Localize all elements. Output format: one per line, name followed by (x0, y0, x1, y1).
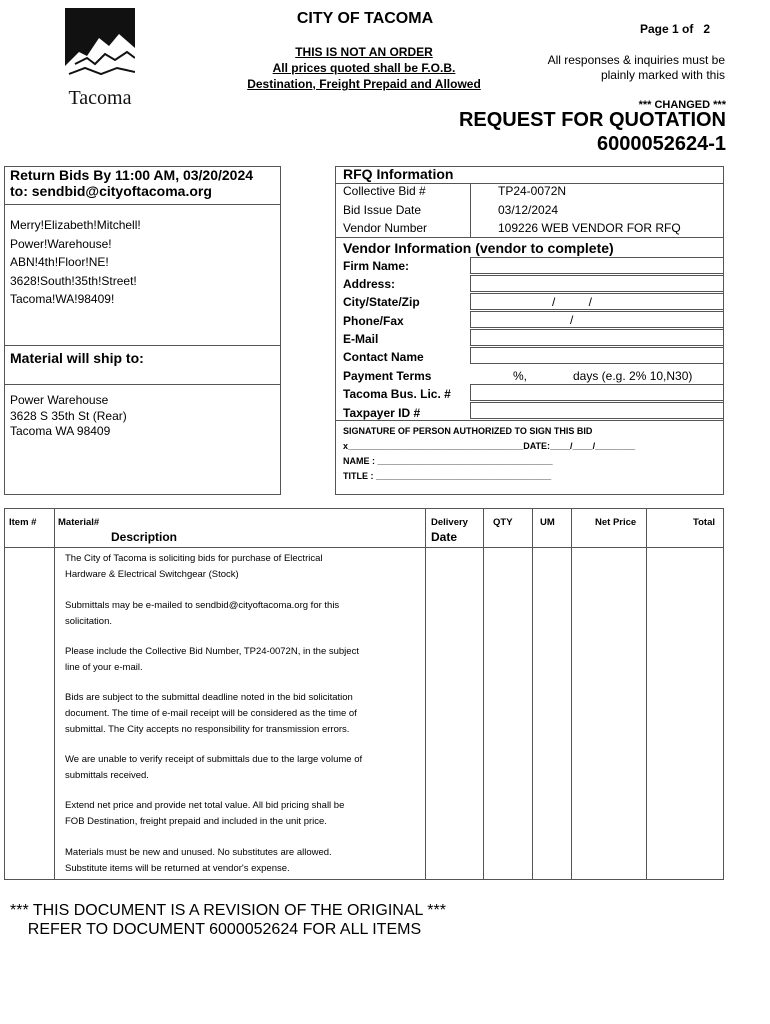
label-firm-name: Firm Name: (343, 259, 410, 273)
payment-terms-percent: %, (513, 369, 528, 383)
business-license-field[interactable] (470, 384, 724, 401)
label-contact-name: Contact Name (343, 350, 424, 364)
changed-banner: *** CHANGED *** (638, 99, 726, 111)
revision-notice: *** THIS DOCUMENT IS A REVISION OF THE ORIGINAL *** REFER TO DOCUMENT 6000052624 FOR ALL ITEMS (10, 902, 446, 938)
vendor-info-heading: Vendor Information (vendor to complete) (343, 240, 614, 256)
city-name: CITY OF TACOMA (296, 10, 434, 27)
items-table (4, 508, 724, 880)
page-number: Page 1 of 2 (640, 22, 711, 36)
rfq-info-heading: RFQ Information (343, 166, 454, 182)
description-paragraph: We are unable to verify receipt of submittals due to the large volume of submittals received. (65, 754, 363, 781)
label-taxpayer-id: Taxpayer ID # (343, 406, 421, 420)
description-paragraph: Materials must be new and unused. No substitutes are allowed. Substitute items will be returned at vendor's expense. (65, 847, 332, 874)
return-address: Merry!Elizabeth!Mitchell! Power!Warehouse! ABN!4th!Floor!NE! 3628!South!35th!Street! Tacoma!WA!98409! (10, 218, 141, 306)
rfq-label-collective-bid: Collective Bid # (343, 184, 426, 198)
ship-to-heading: Material will ship to: (10, 350, 144, 366)
payment-terms-days: days (e.g. 2% 10,N30) (573, 369, 693, 383)
label-city-state-zip: City/State/Zip (343, 295, 420, 309)
rfq-value-vendor-number: 109226 WEB VENDOR FOR RFQ (498, 221, 681, 235)
taxpayer-id-field[interactable] (470, 402, 724, 419)
col-net-price: Net Price (595, 517, 637, 528)
col-material: Material# (58, 517, 100, 528)
col-qty: QTY (493, 517, 513, 528)
col-um: UM (540, 517, 555, 528)
not-an-order-notice: THIS IS NOT AN ORDER All prices quoted shall be F.O.B. Destination, Freight Prepaid and Allowed (247, 45, 481, 91)
svg-text:Tacoma: Tacoma (68, 87, 132, 109)
description-paragraph: Extend net price and provide net total value. All bid pricing shall be FOB Destination, freight prepaid and included in the unit price. (65, 800, 345, 827)
rfq-number: 6000052624-1 (596, 133, 726, 155)
rfq-value-issue-date: 03/12/2024 (498, 203, 559, 217)
label-phone-fax: Phone/Fax (343, 314, 404, 328)
label-address: Address: (343, 277, 396, 291)
email-field[interactable] (470, 329, 724, 346)
address-field[interactable] (470, 275, 724, 292)
contact-name-field[interactable] (470, 347, 724, 364)
responses-note: All responses & inquiries must be plainly marked with this (547, 53, 725, 82)
col-total: Total (693, 517, 715, 528)
city-state-zip-field[interactable]: / / (470, 293, 724, 310)
col-delivery: Delivery (431, 517, 468, 528)
rfq-value-collective-bid: TP24-0072N (498, 184, 567, 198)
ship-to-address: Power Warehouse 3628 S 35th St (Rear) Tacoma WA 98409 (10, 393, 127, 438)
col-date: Date (431, 530, 458, 544)
description-paragraph: Submittals may be e-mailed to sendbid@cityoftacoma.org for this solicitation. (65, 600, 340, 627)
label-payment-terms: Payment Terms (343, 369, 432, 383)
description-paragraph: Please include the Collective Bid Number, TP24-0072N, in the subject line of your e-mail. (65, 646, 359, 673)
col-item: Item # (9, 517, 37, 528)
signature-block[interactable]: SIGNATURE OF PERSON AUTHORIZED TO SIGN THIS BID x___________________________________DATE:____/____/________ NAME : ___________________________________ TITLE : ___________________________________ (343, 426, 636, 481)
phone-fax-field[interactable]: / (470, 311, 724, 328)
firm-name-field[interactable] (470, 257, 724, 274)
label-email: E-Mail (343, 332, 379, 346)
description-paragraph: Bids are subject to the submittal deadline noted in the bid solicitation document. The time of e-mail receipt will be considered as the time of submittal. The City accepts no responsibility for transmission errors. (65, 692, 357, 735)
label-business-license: Tacoma Bus. Lic. # (343, 387, 451, 401)
col-description: Description (111, 530, 178, 544)
return-bids-heading: Return Bids By 11:00 AM, 03/20/2024 to: sendbid@cityoftacoma.org (10, 167, 254, 199)
rfq-title: REQUEST FOR QUOTATION 6000052624-1 (420, 108, 726, 156)
rfq-label-vendor-number: Vendor Number (343, 221, 428, 235)
description-paragraph: The City of Tacoma is soliciting bids for purchase of Electrical Hardware & Electrical Switchgear (Stock) (65, 553, 323, 580)
rfq-label-issue-date: Bid Issue Date (343, 203, 422, 217)
city-logo (65, 8, 135, 113)
